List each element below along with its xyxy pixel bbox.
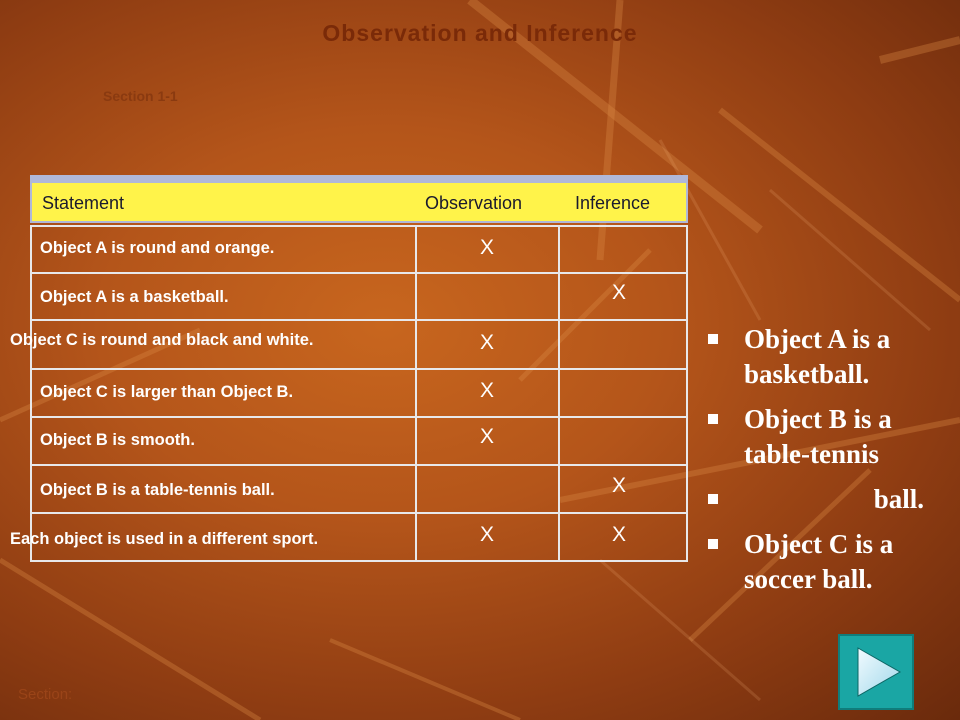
next-slide-button[interactable] xyxy=(838,634,914,710)
inference-mark: X xyxy=(612,523,627,546)
observation-mark: X xyxy=(480,236,495,259)
bullet-square-icon xyxy=(708,494,718,504)
slide-title: Observation and Inference xyxy=(322,20,638,46)
bullet-text: Object A is a basketball. xyxy=(744,324,891,389)
grid-line xyxy=(558,225,560,562)
grid-line xyxy=(30,560,688,562)
bullet-square-icon xyxy=(708,539,718,549)
bullet-text: ball. xyxy=(873,484,924,514)
table-row-statement: Each object is used in a different sport. xyxy=(10,530,319,548)
grid-line xyxy=(30,512,688,514)
grid-line xyxy=(415,225,417,562)
footer-section-label: Section: xyxy=(18,686,73,703)
table-row-statement: Object C is round and black and white. xyxy=(10,331,314,349)
bullet-text: Object C is a soccer ball. xyxy=(744,529,894,594)
grid-line xyxy=(30,368,688,370)
observation-mark: X xyxy=(480,425,495,448)
grid-line xyxy=(30,416,688,418)
table-row-statement: Object A is round and orange. xyxy=(40,239,275,257)
bullet-item xyxy=(704,322,954,392)
bullet-item xyxy=(704,402,954,472)
play-triangle-icon xyxy=(840,636,912,708)
table-header-row xyxy=(32,183,686,221)
observation-mark: X xyxy=(480,331,495,354)
table-row-statement: Object B is smooth. xyxy=(40,431,195,449)
header-statement: Statement xyxy=(42,193,125,213)
conclusion-bullet-list xyxy=(704,322,954,607)
bullet-item xyxy=(704,482,954,517)
bullet-text: Object B is a table-tennis xyxy=(744,404,892,469)
grid-line xyxy=(30,225,32,562)
section-label: Section 1-1 xyxy=(103,88,178,104)
bullet-item xyxy=(704,527,954,597)
table-row-statement: Object A is a basketball. xyxy=(40,288,229,306)
inference-mark: X xyxy=(612,474,627,497)
table-row-statement: Object C is larger than Object B. xyxy=(40,383,294,401)
grid-line xyxy=(686,225,688,562)
bullet-square-icon xyxy=(708,414,718,424)
grid-line xyxy=(30,319,688,321)
header-inference: Inference xyxy=(575,193,651,213)
grid-line xyxy=(30,272,688,274)
inference-mark: X xyxy=(612,281,627,304)
grid-line xyxy=(30,464,688,466)
header-observation: Observation xyxy=(425,193,523,213)
grid-line xyxy=(30,225,688,227)
table-row-statement: Object B is a table-tennis ball. xyxy=(40,481,275,499)
observation-mark: X xyxy=(480,523,495,546)
bullet-square-icon xyxy=(708,334,718,344)
observation-mark: X xyxy=(480,379,495,402)
